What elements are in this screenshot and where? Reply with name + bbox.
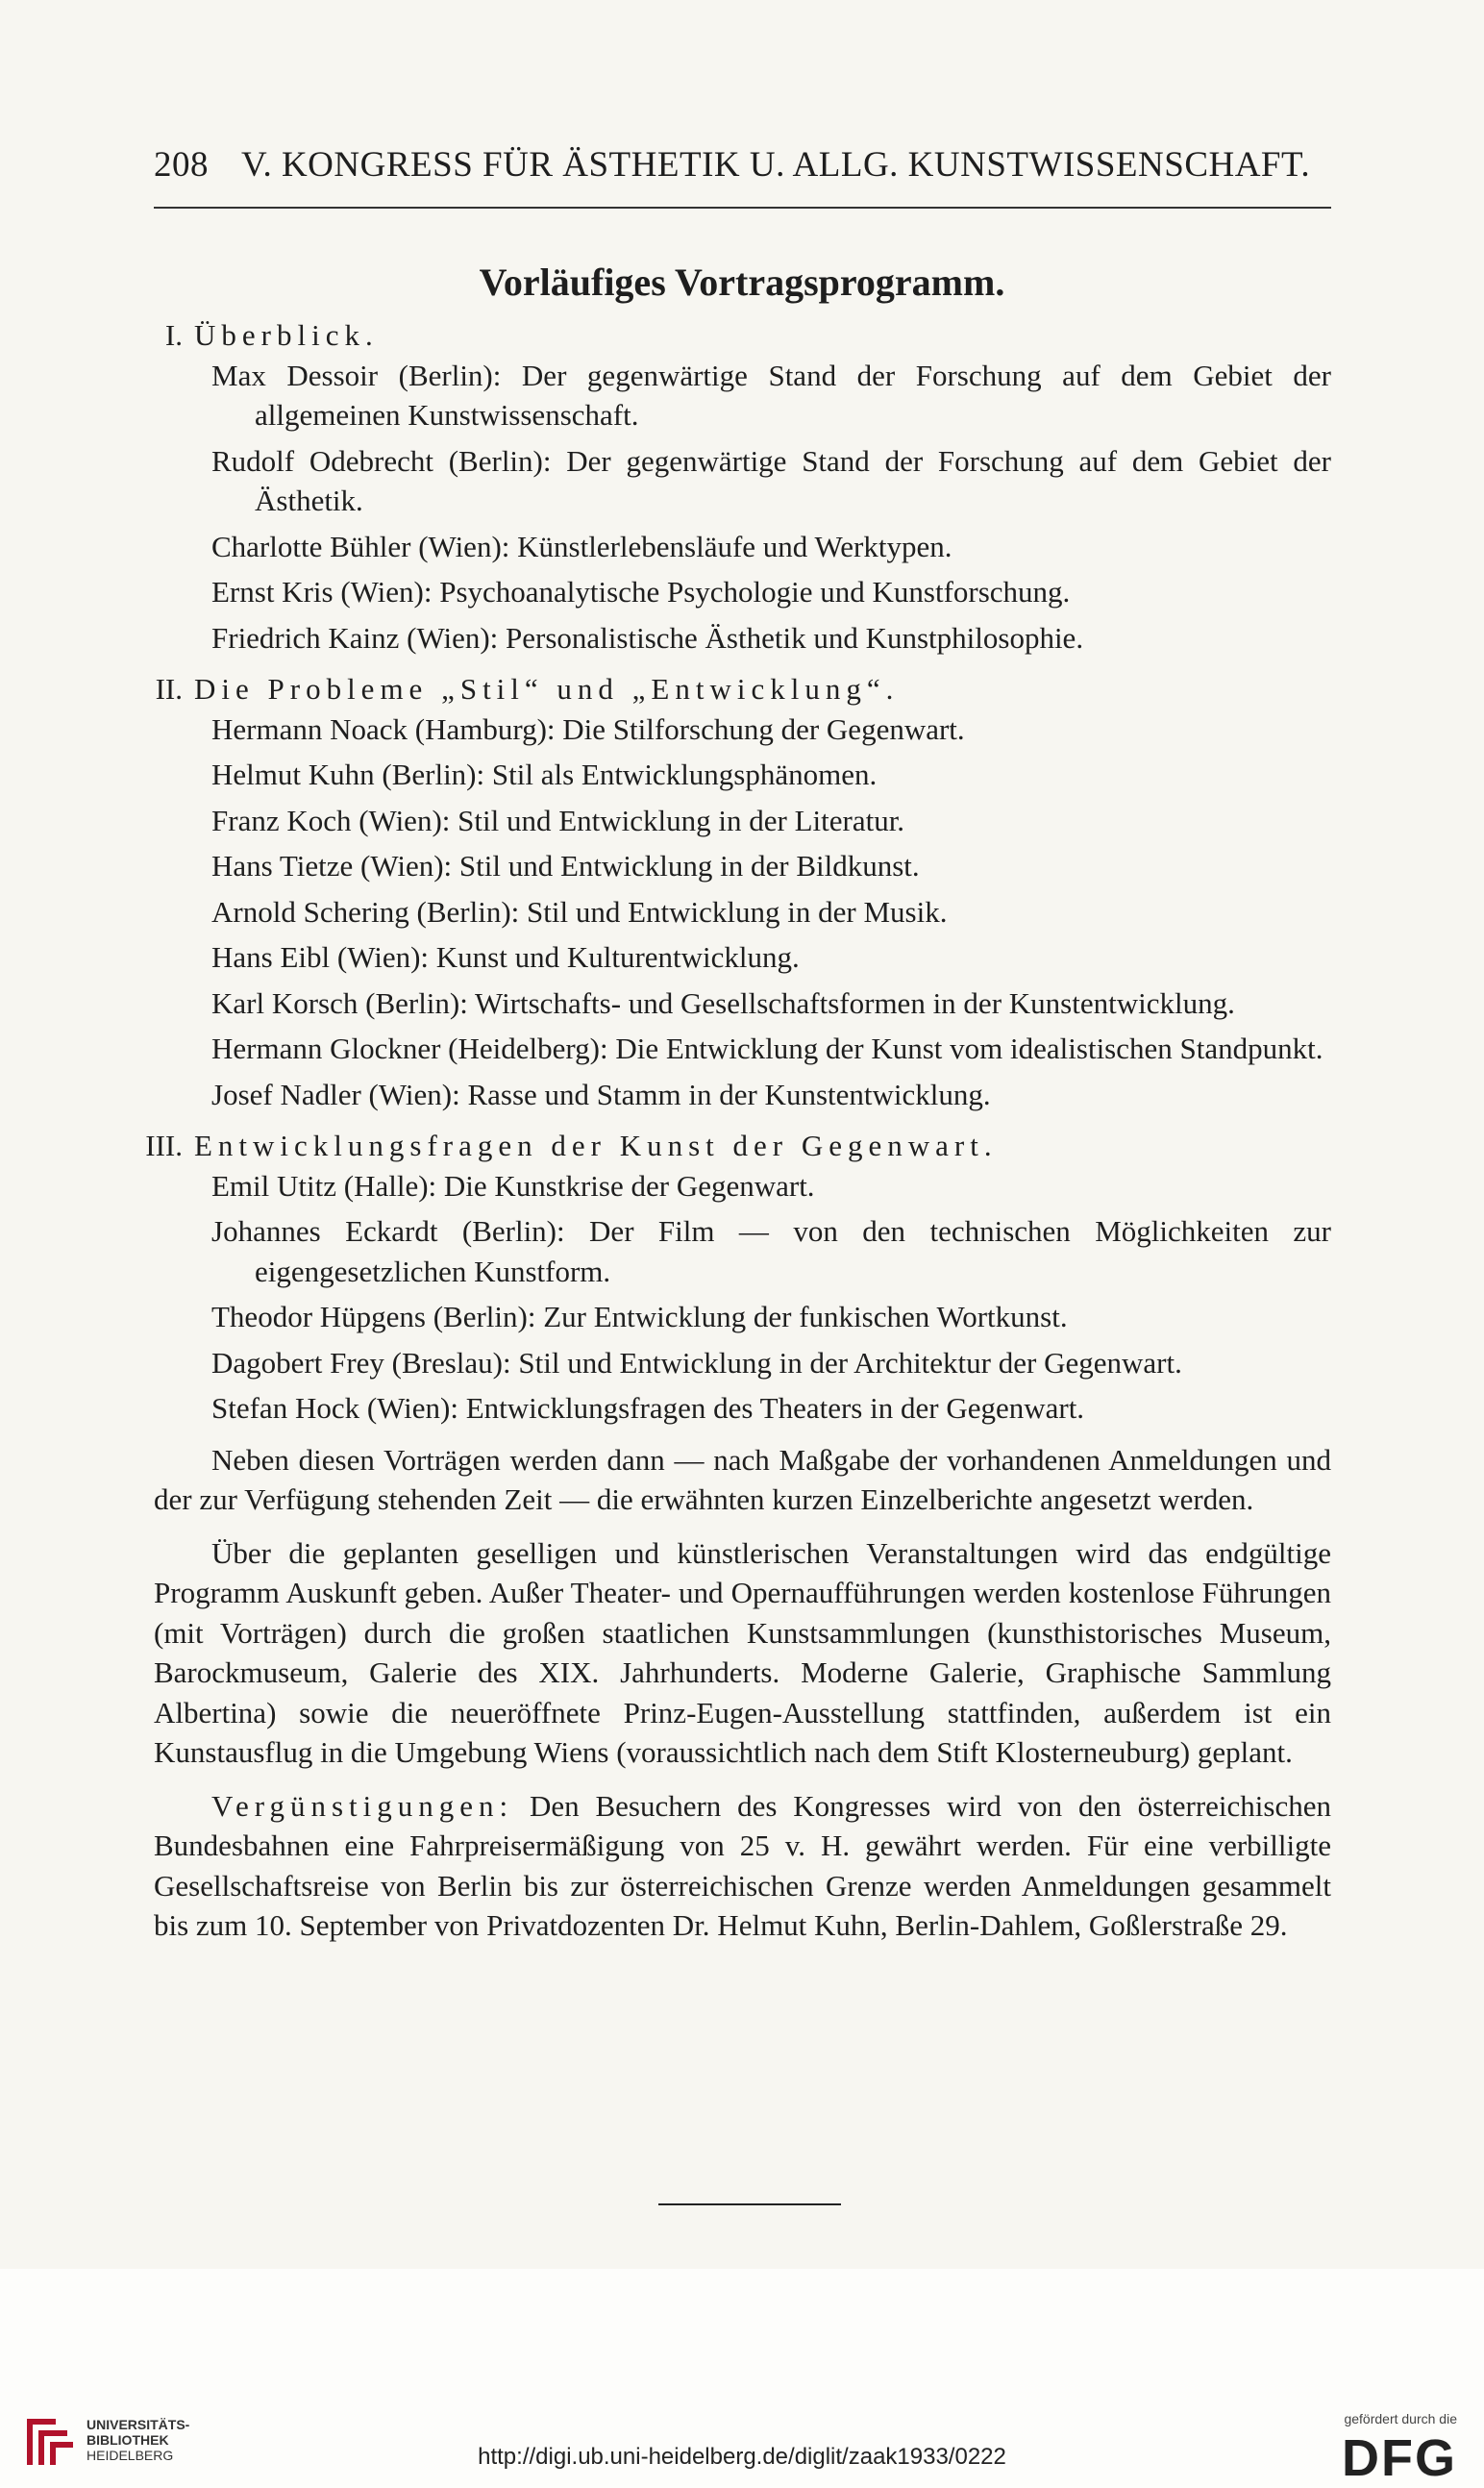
program-entry: Ernst Kris (Wien): Psychoanalytische Psychologie und Kunstforschung.	[211, 575, 1071, 609]
program-entry: Josef Nadler (Wien): Rasse und Stamm in der Kunstentwicklung.	[211, 1077, 991, 1111]
section-title: Entwicklungsfragen der Kunst der Gegenwart.	[194, 1129, 998, 1162]
library-name: UNIVERSITÄTS- BIBLIOTHEK HEIDELBERG	[87, 2417, 190, 2463]
body-paragraph: Neben diesen Vorträgen werden dann — nach Maßgabe der vorhandenen Anmeldungen und der zur Verfügung stehenden Zeit — die erwähnten kurzen Einzelberichte angesetzt werden.	[154, 1442, 1331, 1516]
paragraph-lead: Vergünstigungen:	[211, 1788, 514, 1823]
section-heading	[145, 1126, 1331, 1166]
program-entry: Arnold Schering (Berlin): Stil und Entwicklung in der Musik.	[211, 894, 948, 929]
program-entry: Dagobert Frey (Breslau): Stil und Entwicklung in der Architektur der Gegenwart.	[211, 1345, 1182, 1380]
program-entry: Rudolf Odebrecht (Berlin): Der gegenwärtige Stand der Forschung auf dem Gebiet der Ästhetik.	[211, 443, 1331, 517]
running-header	[154, 144, 1331, 186]
program-entry: Helmut Kuhn (Berlin): Stil als Entwicklungsphänomen.	[211, 758, 878, 791]
digitization-footer	[0, 2394, 1484, 2488]
program-entry: Karl Korsch (Berlin): Wirtschafts- und Gesellschaftsformen in der Kunstentwicklung.	[211, 985, 1235, 1020]
section-title: Überblick.	[194, 318, 379, 352]
section-title: Die Probleme „Stil“ und „Entwicklung“.	[194, 672, 900, 706]
program-entry: Stefan Hock (Wien): Entwicklungsfragen des Theaters in der Gegenwart.	[211, 1391, 1085, 1425]
program-entry: Hermann Noack (Hamburg): Die Stilforschung der Gegenwart.	[211, 711, 965, 746]
section-entries	[211, 356, 1331, 659]
program-entry: Emil Utitz (Halle): Die Kunstkrise der Gegenwart.	[211, 1168, 815, 1203]
program-entry: Johannes Eckardt (Berlin): Der Film — von den technischen Möglichkeiten zur eigengesetzlichen Kunstform.	[211, 1214, 1331, 1288]
section-entries	[211, 709, 1331, 1115]
section-number: II.	[155, 672, 183, 706]
program-entry: Franz Koch (Wien): Stil und Entwicklung in der Literatur.	[211, 803, 905, 837]
program-entry: Friedrich Kainz (Wien): Personalistische Ästhetik und Kunstphilosophie.	[211, 620, 1084, 655]
program-entry: Hans Tietze (Wien): Stil und Entwicklung in der Bildkunst.	[211, 849, 920, 883]
body-paragraph: Über die geplanten geselligen und künstlerischen Veranstaltungen wird das endgültige Programm Auskunft geben. Außer Theater- und Opernaufführungen werden kostenlose Führungen (mit Vorträgen) durch die großen staatlichen Kunstsammlungen (kunsthistorisches Museum, Barockmuseum, Galerie des XIX. Jahrhunderts. Moderne Galerie, Graphische Sammlung Albertina) sowie die neueröffnete Prinz-Eugen-Ausstellung stattfinden, außerdem ist ein Kunstausflug in die Umgebung Wiens (voraussichtlich nach dem Stift Klosterneuburg) geplant.	[154, 1535, 1331, 1769]
section-number: I.	[164, 318, 183, 352]
section-entries	[211, 1166, 1331, 1429]
program-entry: Theodor Hüpgens (Berlin): Zur Entwicklung der funkischen Wortkunst.	[211, 1300, 1068, 1333]
program-entry: Max Dessoir (Berlin): Der gegenwärtige Stand der Forschung auf dem Gebiet der allgemeinen Kunstwissenschaft.	[211, 358, 1331, 432]
running-title: V. KONGRESS FÜR ÄSTHETIK U. ALLG. KUNSTWISSENSCHAFT.	[241, 145, 1311, 185]
end-rule	[658, 2203, 841, 2205]
source-url-link[interactable]: http://digi.ub.uni-heidelberg.de/diglit/zaak1933/0222	[478, 2444, 1006, 2470]
paragraph-body: Den Besuchern des Kongresses wird von den österreichischen Bundesbahnen eine Fahrpreisermäßigung von 25 v. H. gewährt werden. Für eine verbilligte Gesellschaftsreise von Berlin bis zur österreichischen Grenze werden Anmeldungen gesammelt bis zum 10. September von Privatdozenten Dr. Helmut Kuhn, Berlin-Dahlem, Goßlerstraße 29.	[154, 1788, 1331, 1942]
program-content	[145, 308, 1331, 1959]
body-paragraph	[154, 1786, 1331, 1946]
section-heading	[154, 669, 1331, 709]
program-entry: Hermann Glockner (Heidelberg): Die Entwicklung der Kunst vom idealistischen Standpunkt.	[211, 1032, 1323, 1065]
page-title: Vorläufiges Vortragsprogramm.	[479, 261, 1005, 304]
header-rule	[154, 207, 1331, 209]
page-number: 208	[154, 145, 209, 185]
section-heading	[154, 315, 1331, 356]
funding-note: gefördert durch die	[1344, 2411, 1457, 2426]
section-number: III.	[145, 1129, 183, 1162]
dfg-logo: DFG	[1342, 2429, 1457, 2487]
program-entry: Hans Eibl (Wien): Kunst und Kulturentwicklung.	[211, 940, 800, 974]
program-entry: Charlotte Bühler (Wien): Künstlerlebensläufe und Werktypen.	[211, 529, 952, 563]
